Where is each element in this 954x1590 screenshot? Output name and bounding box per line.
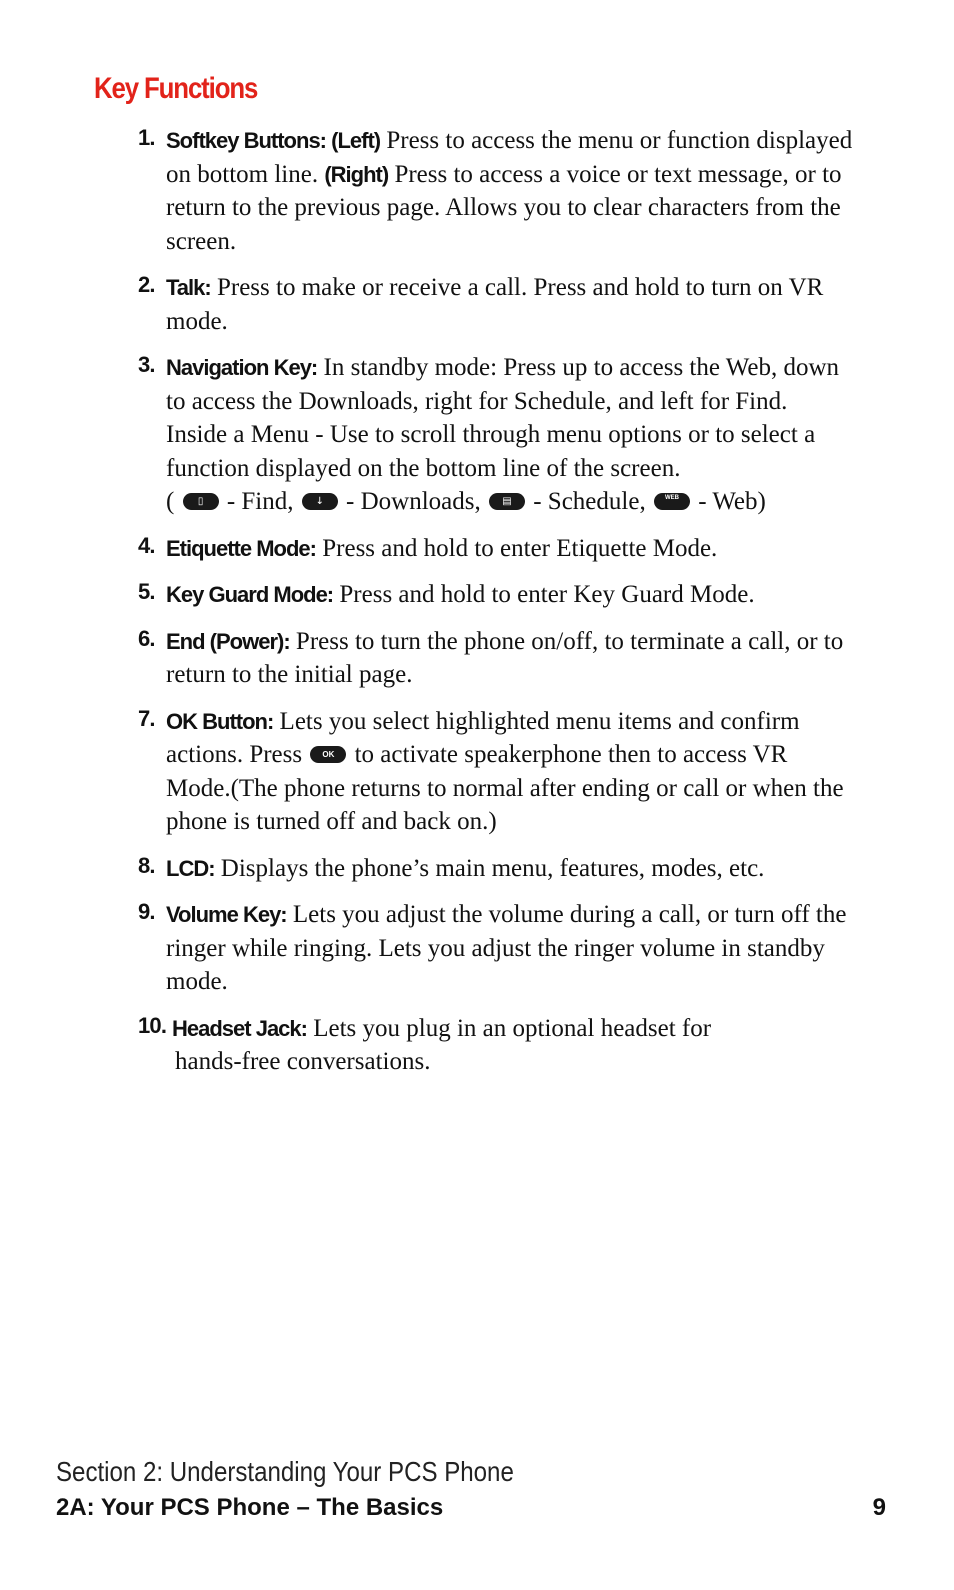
item-text: hands-free conversations. [175, 1048, 431, 1075]
item-label: Headset Jack: [172, 1015, 307, 1041]
item-number: 2. [138, 272, 155, 297]
ok-key-icon: OK [310, 746, 346, 763]
item-text: Lets you plug in an optional headset for [306, 1014, 712, 1042]
page-number: 9 [872, 1494, 886, 1521]
item-text: Press to make or receive a call. Press and hold to turn on VR mode. [166, 274, 824, 335]
item-text: to activate speakerphone then to access VR Mode.(The phone returns to normal after ending or call or when the phone is turned off and back on.) [166, 741, 844, 835]
item-label: LCD: [166, 855, 215, 881]
item-text: In standby mode: Press up to access the Web, down to access the Downloads, right for Schedule, and left for Find. Inside a Menu - Use to scroll through menu options or to select a function displayed on the bottom line of the screen. [166, 354, 840, 482]
item-label: Key Guard Mode: [166, 582, 334, 607]
list-item [138, 271, 853, 338]
web-text: - Web) [691, 488, 766, 515]
key-functions-list [138, 124, 853, 1092]
item-label-right: (Right) [324, 161, 389, 187]
find-text: - Find, [220, 488, 300, 515]
web-key-icon: WEB [654, 493, 690, 510]
item-text: Press to access the menu or function displayed on bottom line. [166, 127, 853, 188]
list-item [138, 705, 853, 839]
list-item [138, 532, 853, 566]
schedule-key-icon: ▤ [489, 493, 525, 510]
item-text: Press and hold to enter Etiquette Mode. [316, 534, 718, 562]
item-number: 3. [138, 352, 155, 377]
item-text: Press and hold to enter Key Guard Mode. [333, 581, 755, 608]
item-label: Volume Key: [166, 902, 287, 927]
list-item [138, 1012, 853, 1079]
item-text: Lets you adjust the volume during a call, or turn off the ringer while ringing. Lets you adjust the ringer volume in standby mode. [166, 901, 847, 995]
item-label: Talk: [166, 275, 211, 300]
item-number: 4. [138, 532, 155, 558]
item-label: Etiquette Mode: [166, 535, 316, 561]
page-title: Key Functions [94, 72, 258, 105]
list-item [138, 625, 853, 692]
item-number: 1. [138, 125, 155, 150]
item-number: 5. [138, 579, 155, 604]
paren-open: ( [166, 488, 181, 515]
item-number: 7. [138, 705, 155, 731]
item-number: 9. [138, 899, 155, 924]
item-label: OK Button: [166, 708, 274, 734]
downloads-text: - Downloads, [339, 488, 487, 515]
footer-chapter-title: 2A: Your PCS Phone – The Basics [56, 1494, 444, 1521]
item-number: 8. [138, 852, 155, 878]
downloads-key-icon: ↓ [302, 493, 338, 510]
list-item [138, 578, 853, 612]
item-text: Press to access a voice or text message, or to return to the previous page. Allows you to clear characters from the screen. [166, 160, 842, 255]
list-item [138, 351, 853, 519]
item-label: Softkey Buttons: (Left) [166, 128, 381, 153]
list-item [138, 898, 853, 999]
list-item [138, 124, 853, 258]
item-number: 6. [138, 625, 155, 651]
item-text: Displays the phone’s main menu, features, modes, etc. [214, 854, 765, 882]
schedule-text: - Schedule, [526, 488, 652, 515]
footer-section-title: Section 2: Understanding Your PCS Phone [56, 1456, 514, 1487]
item-label: Navigation Key: [166, 355, 318, 380]
item-text: Lets you select highlighted menu items and confirm actions. Press [166, 707, 800, 768]
item-number: 10. [138, 1012, 167, 1038]
item-text: Press to turn the phone on/off, to terminate a call, or to return to the initial page. [166, 627, 844, 688]
list-item [138, 852, 853, 886]
item-label: End (Power): [166, 628, 290, 654]
find-key-icon: ▯ [183, 493, 219, 510]
